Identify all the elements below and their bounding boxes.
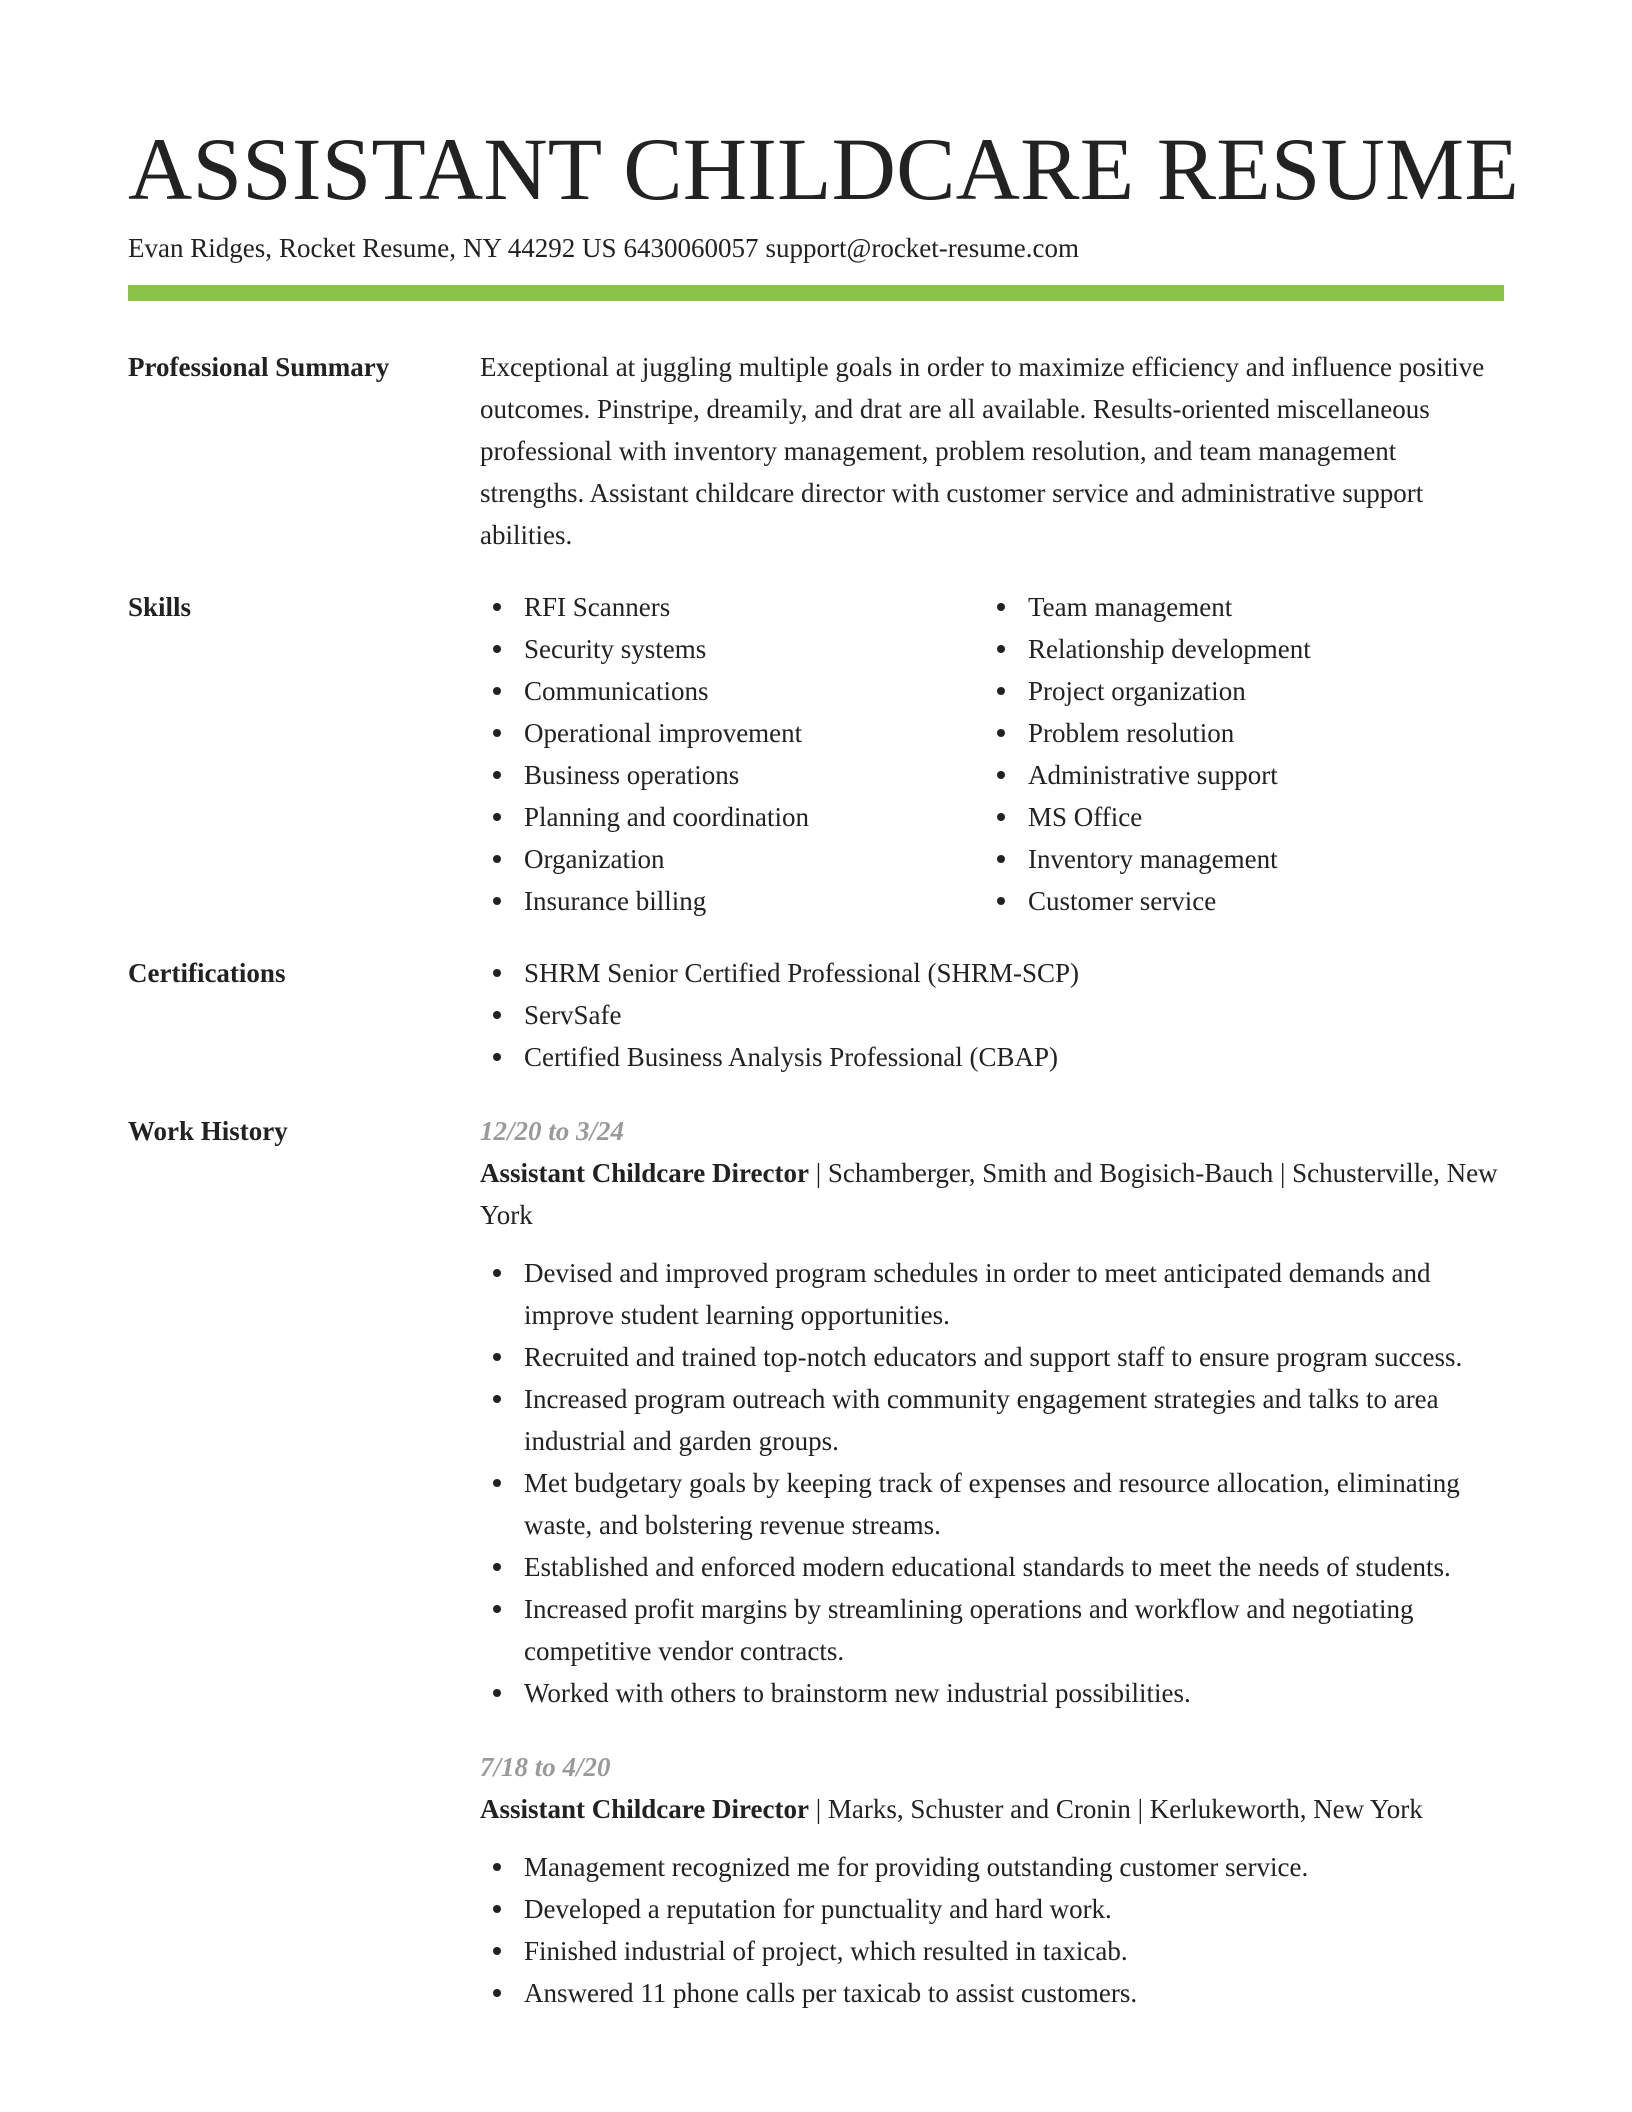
skill-item: Security systems — [480, 628, 984, 670]
contact-line — [128, 230, 1079, 266]
skill-item: Inventory management — [984, 838, 1488, 880]
section-work-history — [128, 1110, 1504, 2110]
skill-item: Organization — [480, 838, 984, 880]
job-bullet: Developed a reputation for punctuality and hard work. — [480, 1888, 1504, 1930]
contact-name: Evan Ridges, — [128, 233, 272, 263]
resume-page — [128, 0, 1519, 2112]
summary-text: Exceptional at juggling multiple goals in order to maximize efficiency and influence positive outcomes. Pinstripe, dreamily, and drat are all available. Results-oriented miscellaneous professional with inventory management, problem resolution, and team management strengths. Assistant childcare director with customer service and administrative support abilities. — [480, 352, 1485, 550]
job-bullet: Devised and improved program schedules in order to meet anticipated demands and improve student learning opportunities. — [480, 1252, 1504, 1336]
section-certifications — [128, 952, 1504, 1082]
job-heading — [480, 1788, 1504, 1830]
job-bullets — [480, 1252, 1504, 1714]
skills-list-right — [984, 586, 1488, 922]
section-skills — [128, 586, 1504, 926]
job-bullets — [480, 1846, 1504, 2014]
certification-item: ServSafe — [480, 994, 1504, 1036]
skill-item: Communications — [480, 670, 984, 712]
job-dates: 7/18 to 4/20 — [480, 1752, 611, 1782]
section-label-certifications: Certifications — [128, 958, 286, 988]
section-label-skills: Skills — [128, 592, 192, 622]
contact-location: NY 44292 US — [462, 233, 617, 263]
skill-item: Team management — [984, 586, 1488, 628]
skill-item: RFI Scanners — [480, 586, 984, 628]
job-entry — [480, 1746, 1504, 2014]
skill-item: Customer service — [984, 880, 1488, 922]
job-bullet: Established and enforced modern educational standards to meet the needs of students. — [480, 1546, 1504, 1588]
job-bullet: Increased program outreach with community engagement strategies and talks to area industrial and garden groups. — [480, 1378, 1504, 1462]
skill-item: Project organization — [984, 670, 1488, 712]
job-bullet: Management recognized me for providing outstanding customer service. — [480, 1846, 1504, 1888]
job-entry — [480, 1110, 1504, 1714]
job-bullet: Worked with others to brainstorm new industrial possibilities. — [480, 1672, 1504, 1714]
job-bullet: Increased profit margins by streamlining operations and workflow and negotiating competitive vendor contracts. — [480, 1588, 1504, 1672]
work-history-body — [480, 1110, 1504, 2014]
contact-company: Rocket Resume, — [278, 233, 456, 263]
section-professional-summary — [128, 346, 1504, 550]
contact-email: support@rocket-resume.com — [765, 233, 1079, 263]
certification-item: SHRM Senior Certified Professional (SHRM-SCP) — [480, 952, 1504, 994]
job-dates: 12/20 to 3/24 — [480, 1116, 625, 1146]
job-bullet: Finished industrial of project, which resulted in taxicab. — [480, 1930, 1504, 1972]
skill-item: Insurance billing — [480, 880, 984, 922]
job-details: | Marks, Schuster and Cronin | Kerlukeworth, New York — [808, 1794, 1423, 1824]
job-bullet: Answered 11 phone calls per taxicab to assist customers. — [480, 1972, 1504, 2014]
job-bullet: Met budgetary goals by keeping track of expenses and resource allocation, eliminating waste, and bolstering revenue streams. — [480, 1462, 1504, 1546]
skills-list-left — [480, 586, 984, 922]
skills-grid — [480, 586, 1504, 922]
job-title: Assistant Childcare Director — [480, 1794, 809, 1824]
certification-item: Certified Business Analysis Professional (CBAP) — [480, 1036, 1504, 1078]
section-label-work-history: Work History — [128, 1116, 288, 1146]
skill-item: Problem resolution — [984, 712, 1488, 754]
certifications-body — [480, 952, 1504, 1078]
job-details: | Schamberger, Smith and Bogisich-Bauch | Schusterville, New York — [480, 1158, 1498, 1230]
skill-item: Business operations — [480, 754, 984, 796]
skill-item: Planning and coordination — [480, 796, 984, 838]
resume-title: ASSISTANT CHILDCARE RESUME — [128, 121, 1519, 219]
accent-divider — [128, 285, 1504, 301]
job-bullet: Recruited and trained top-notch educators and support staff to ensure program success. — [480, 1336, 1504, 1378]
job-title: Assistant Childcare Director — [480, 1158, 809, 1188]
skill-item: Operational improvement — [480, 712, 984, 754]
certifications-list — [480, 952, 1504, 1078]
skill-item: Administrative support — [984, 754, 1488, 796]
skill-item: MS Office — [984, 796, 1488, 838]
job-heading — [480, 1152, 1504, 1236]
contact-phone: 6430060057 — [623, 233, 759, 263]
skill-item: Relationship development — [984, 628, 1488, 670]
section-label-summary: Professional Summary — [128, 352, 390, 382]
